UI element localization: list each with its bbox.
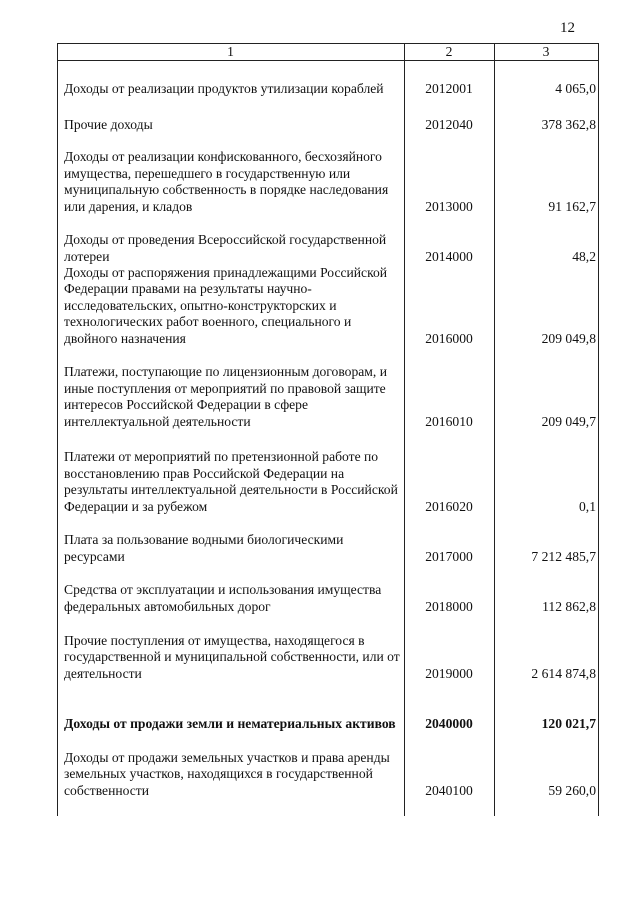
row-value: 91 162,7 (548, 198, 596, 214)
row-code: 2012001 (425, 80, 473, 96)
row-code: 2017000 (425, 548, 473, 564)
row-value: 120 021,7 (541, 715, 596, 731)
row-description: Доходы от распоряжения принадлежащими Российской Федерации правами на результаты научно-исследовательских, опытно-конструкторских и технологических работ военного, специального и двойного назначения (64, 264, 388, 346)
row-value: 378 362,8 (541, 116, 596, 132)
row-description: Доходы от проведения Всероссийской государственной лотереи (64, 232, 387, 264)
row-code: 2013000 (425, 198, 473, 214)
row-code: 2012040 (425, 116, 473, 132)
row-code: 2040000 (425, 715, 473, 731)
row-code: 2016020 (425, 498, 473, 514)
row-code: 2019000 (425, 665, 473, 681)
row-value: 59 260,0 (548, 782, 596, 798)
row-description: Платежи, поступающие по лицензионным договорам, и иные поступления от мероприятий по правовой защите интересов Российской Федерации в сфере интеллектуальной деятельности (64, 364, 387, 429)
row-value: 209 049,8 (541, 330, 596, 346)
row-value: 7 212 485,7 (531, 548, 596, 564)
row-description: Прочие доходы (64, 116, 153, 132)
row-description: Плата за пользование водными биологическими ресурсами (64, 532, 344, 564)
row-code: 2016010 (425, 413, 473, 429)
row-value: 112 862,8 (542, 598, 596, 614)
row-code: 2016000 (425, 330, 473, 346)
row-code: 2014000 (425, 248, 473, 264)
page-number: 12 (560, 20, 575, 36)
row-code: 2040100 (425, 782, 473, 798)
table-row (57, 0, 599, 799)
row-value: 2 614 874,8 (531, 665, 596, 681)
row-description: Платежи от мероприятий по претензионной работе по восстановлению прав Российской Федерации на результаты интеллектуальной деятельности в Российской Федерации и за рубежом (64, 449, 398, 514)
row-description: Доходы от реализации конфискованного, бесхозяйного имущества, перешедшего в государственную или муниципальную собственность в порядке наследования или дарения, и кладов (64, 149, 389, 214)
row-value: 0,1 (579, 498, 596, 514)
column-header-3: 3 (542, 44, 550, 59)
row-code: 2018000 (425, 598, 473, 614)
column-header-1: 1 (227, 44, 234, 59)
row-value: 48,2 (572, 248, 596, 264)
row-description: Доходы от реализации продуктов утилизации кораблей (64, 80, 384, 96)
row-description: Доходы от продажи земли и нематериальных активов (64, 715, 396, 731)
row-value: 209 049,7 (541, 413, 596, 429)
column-header-2: 2 (445, 44, 453, 59)
row-description: Доходы от продажи земельных участков и права аренды земельных участков, находящихся в государственной собственности (64, 749, 390, 798)
row-description: Средства от эксплуатации и использования имущества федеральных автомобильных дорог (64, 582, 382, 614)
row-description: Прочие поступления от имущества, находящегося в государственной и муниципальной собственности, или от деятельности (64, 632, 400, 681)
row-value: 4 065,0 (555, 80, 596, 96)
